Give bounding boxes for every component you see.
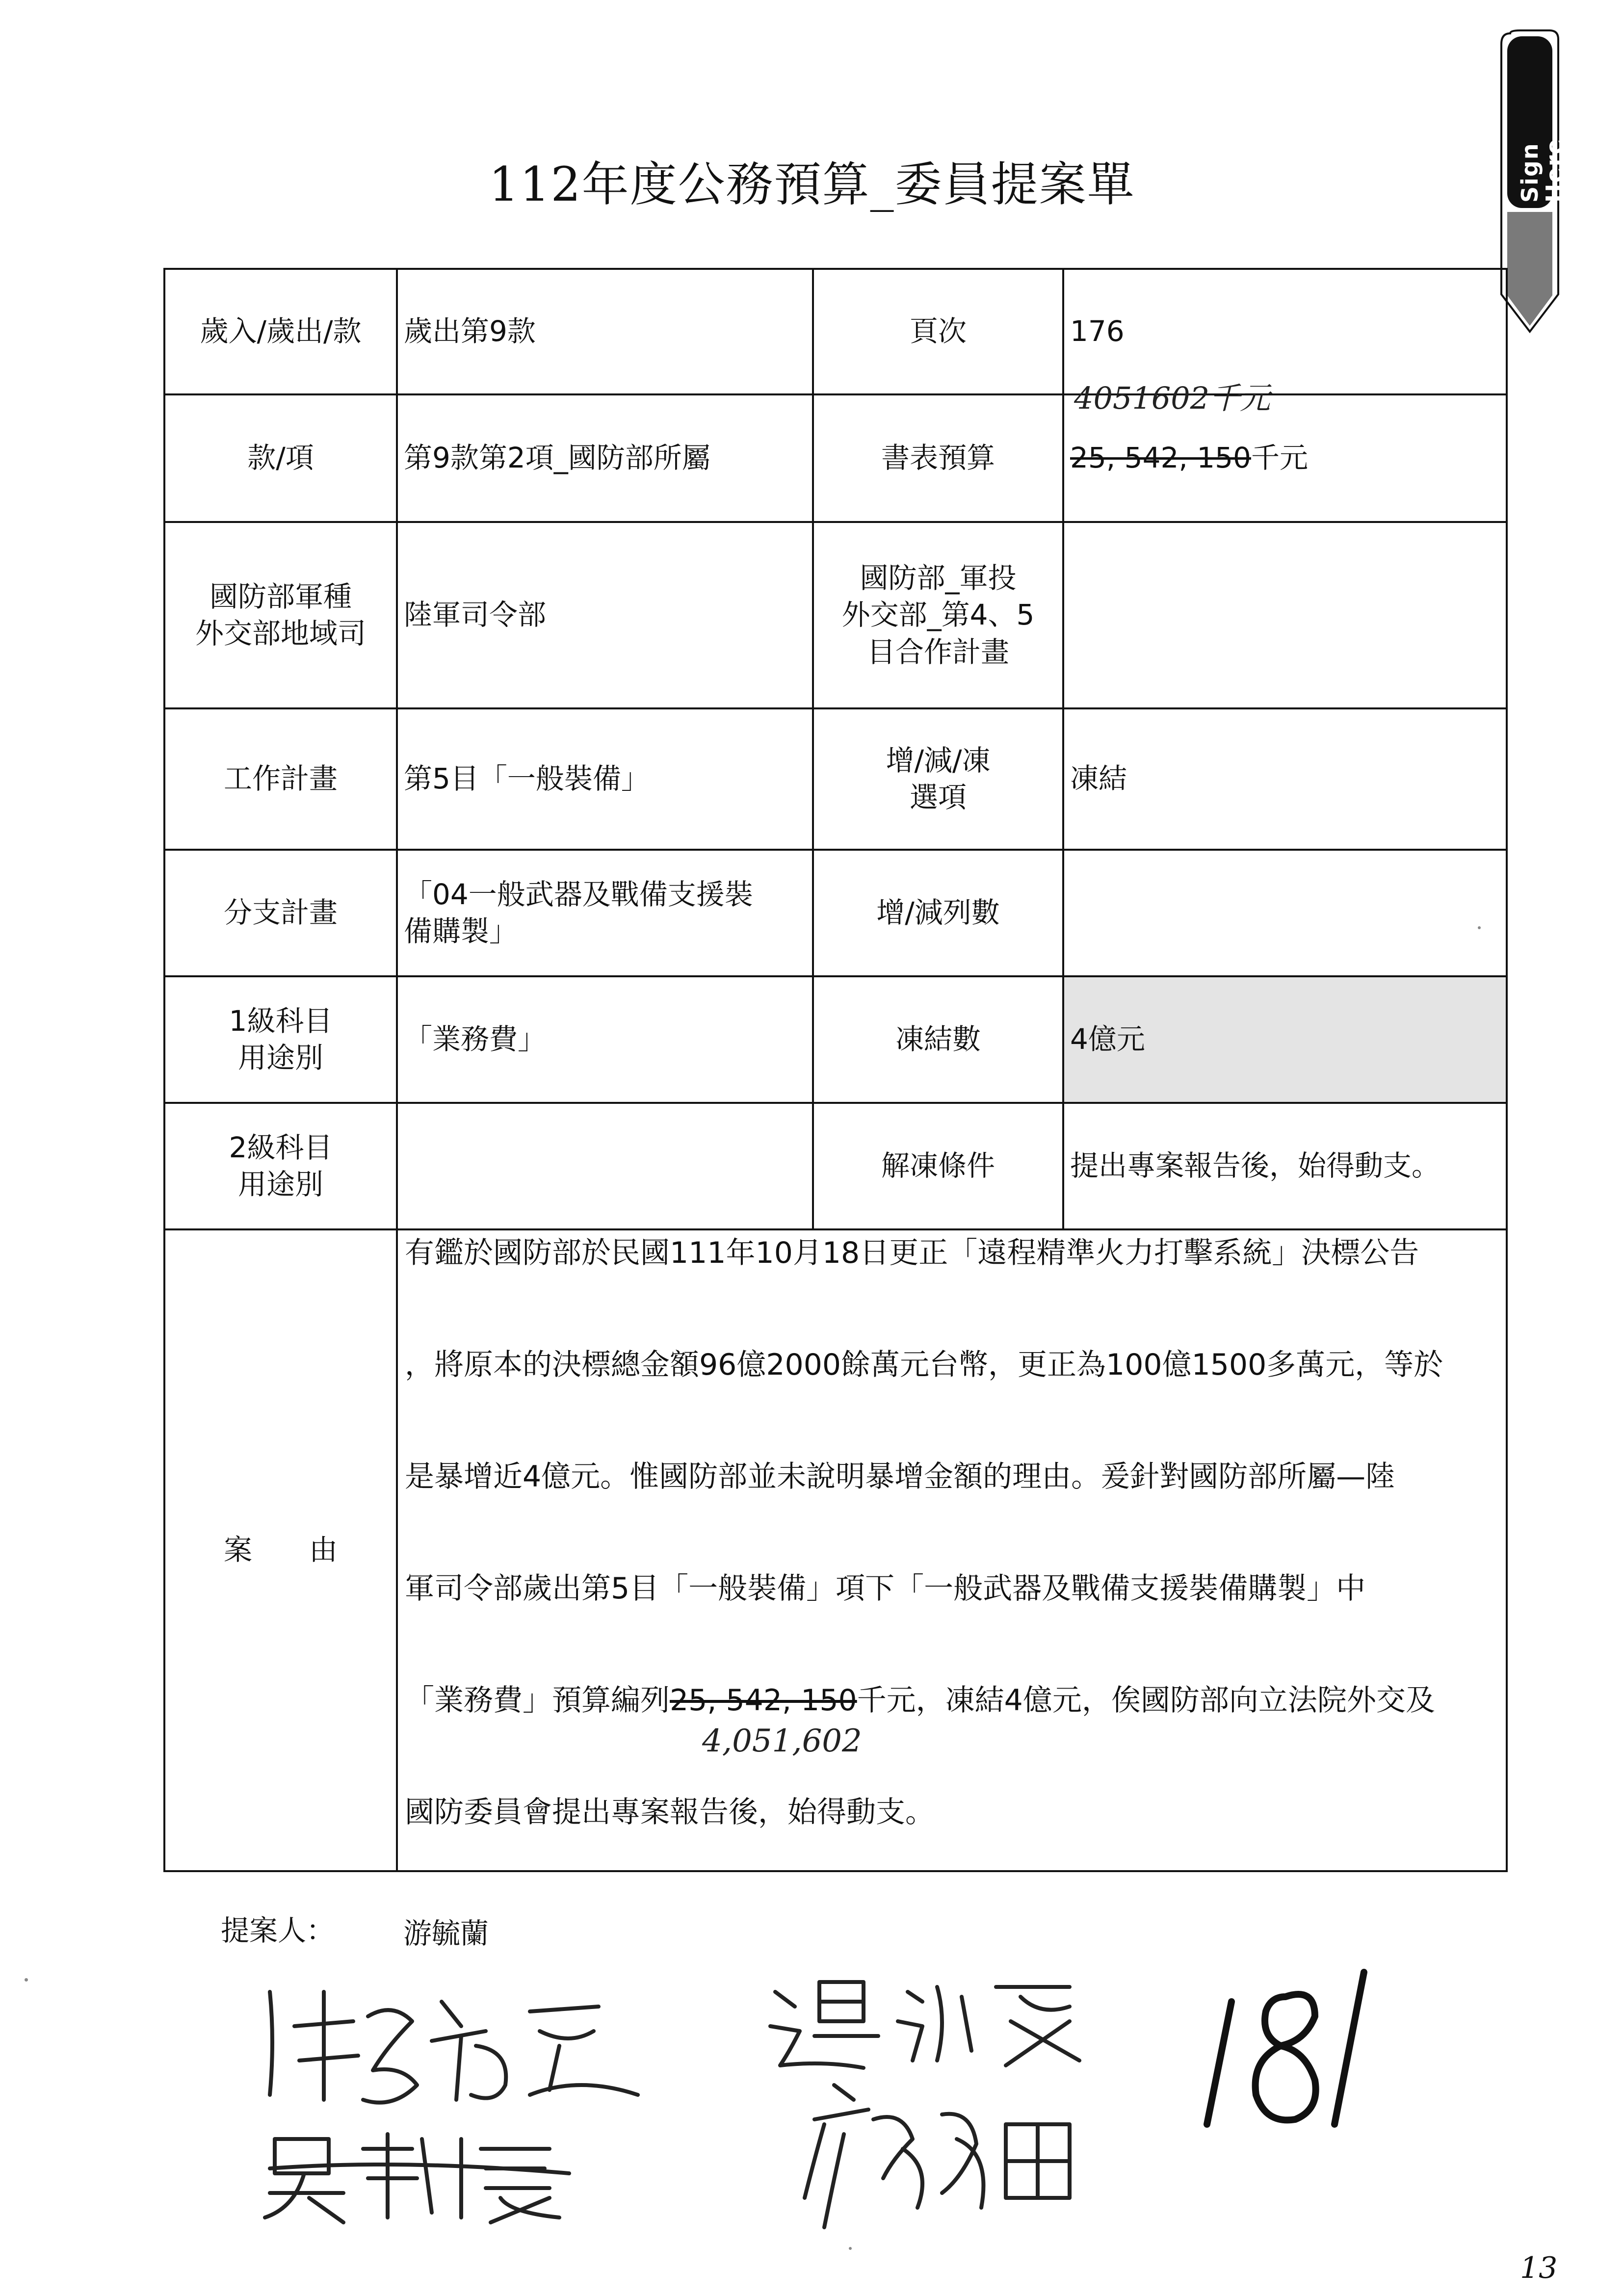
sign-here-tab	[1500, 29, 1568, 334]
label-change-amount: 增/減列數	[813, 850, 1063, 976]
row-work-plan	[164, 708, 1507, 850]
label-level2-line2: 用途別	[237, 1168, 323, 1201]
value-branch-plan-line2: 備購製」	[404, 914, 518, 948]
label-frozen-amount: 凍結數	[813, 976, 1063, 1103]
value-branch-plan-line1: 「04一般武器及戰備支援裝	[404, 877, 753, 911]
label-option-line1: 增/減/凍	[886, 743, 991, 777]
scan-speck	[1478, 926, 1481, 929]
struck-budget-amount: 25, 542, 150	[1070, 441, 1251, 475]
label-branch-plan: 分支計畫	[164, 850, 397, 976]
row-reason	[164, 1229, 1507, 1871]
label-level2-subject	[164, 1103, 397, 1229]
value-option: 凍結	[1063, 708, 1507, 850]
label-item: 款/項	[164, 394, 397, 522]
row-branch-plan	[164, 850, 1507, 976]
proposer-label: 提案人：	[221, 1914, 335, 1947]
reason-line-4: 軍司令部歲出第5目「一般裝備」項下「一般武器及戰備支援裝備購製」中	[405, 1571, 1366, 1606]
label-level1-line1: 1級科目	[229, 1004, 333, 1038]
reason-line-2: ，將原本的決標總金額96億2000餘萬元台幣，更正為100億1500多萬元，等於	[405, 1348, 1443, 1382]
reason-line-5-post: 千元，凍結4億元，俟國防部向立法院外交及	[857, 1683, 1435, 1718]
label-option	[813, 708, 1063, 850]
value-category: 歲出第9款	[397, 269, 813, 394]
signature-1	[255, 1972, 657, 2119]
value-joint-plan	[1063, 522, 1507, 708]
label-level2-line1: 2級科目	[229, 1130, 333, 1164]
value-page: 176	[1063, 269, 1507, 394]
reason-line-5	[405, 1681, 1502, 1720]
scan-speck	[849, 2247, 852, 2250]
reason-line-3: 是暴增近4億元。惟國防部並未說明暴增金額的理由。爰針對國防部所屬—陸	[405, 1460, 1395, 1494]
value-item: 第9款第2項_國防部所屬	[397, 394, 813, 522]
value-work-plan: 第5目「一般裝備」	[397, 708, 813, 850]
reason-line-6: 國防委員會提出專案報告後，始得動支。	[405, 1795, 935, 1829]
label-page: 頁次	[813, 269, 1063, 394]
label-option-line2: 選項	[909, 781, 967, 814]
handwritten-reason-correction: 4,051,602	[702, 1723, 862, 1759]
value-book-budget	[1063, 380, 1507, 522]
label-unfreeze-condition: 解凍條件	[813, 1103, 1063, 1229]
signature-4	[795, 2080, 1089, 2237]
value-unit: 陸軍司令部	[397, 522, 813, 708]
handwritten-budget-correction: 4051602千元	[1074, 380, 1271, 416]
proposal-form-table	[163, 268, 1508, 1872]
value-frozen-amount: 4億元	[1063, 976, 1507, 1103]
value-level1-subject: 「業務費」	[397, 976, 813, 1103]
row-unit	[164, 522, 1507, 708]
reason-struck-amount: 25, 542, 150	[670, 1683, 857, 1718]
budget-unit: 千元	[1251, 441, 1308, 475]
page-number: 13	[1520, 2251, 1558, 2285]
label-unit-line2: 外交部地域司	[195, 617, 366, 650]
label-level1-subject	[164, 976, 397, 1103]
page-title: 112年度公務預算_委員提案單	[489, 157, 1135, 212]
value-unfreeze-condition: 提出專案報告後，始得動支。	[1063, 1103, 1507, 1229]
label-level1-line2: 用途別	[237, 1041, 323, 1074]
signature-3	[255, 2119, 608, 2227]
label-joint-plan-line2: 外交部_第4、5	[841, 598, 1035, 632]
reason-line-1: 有鑑於國防部於民國111年10月18日更正「遠程精準火力打擊系統」決標公告	[405, 1236, 1419, 1270]
label-joint-plan-line1: 國防部_軍投	[860, 561, 1017, 595]
label-book-budget: 書表預算	[813, 394, 1063, 522]
sign-here-label: Sign Here	[1517, 138, 1568, 203]
label-joint-plan-line3: 目合作計畫	[866, 635, 1009, 669]
value-level2-subject	[397, 1103, 813, 1229]
label-reason: 案 由	[164, 1229, 397, 1871]
row-level1-subject	[164, 976, 1507, 1103]
row-item	[164, 394, 1507, 522]
label-work-plan: 工作計畫	[164, 708, 397, 850]
signature-2	[765, 1962, 1099, 2075]
label-unit-line1: 國防部軍種	[209, 579, 352, 613]
row-category	[164, 269, 1507, 394]
label-joint-plan	[813, 522, 1063, 708]
label-unit	[164, 522, 397, 708]
proposer-name: 游毓蘭	[403, 1917, 489, 1950]
label-category: 歲入/歲出/款	[164, 269, 397, 394]
value-change-amount	[1063, 850, 1507, 976]
value-branch-plan	[397, 850, 813, 976]
reason-line-5-pre: 「業務費」預算編列	[405, 1683, 670, 1718]
reason-text	[397, 1229, 1507, 1871]
row-level2-subject	[164, 1103, 1507, 1229]
handwritten-number-drawing	[1187, 1962, 1393, 2168]
scan-speck	[25, 1978, 28, 1982]
